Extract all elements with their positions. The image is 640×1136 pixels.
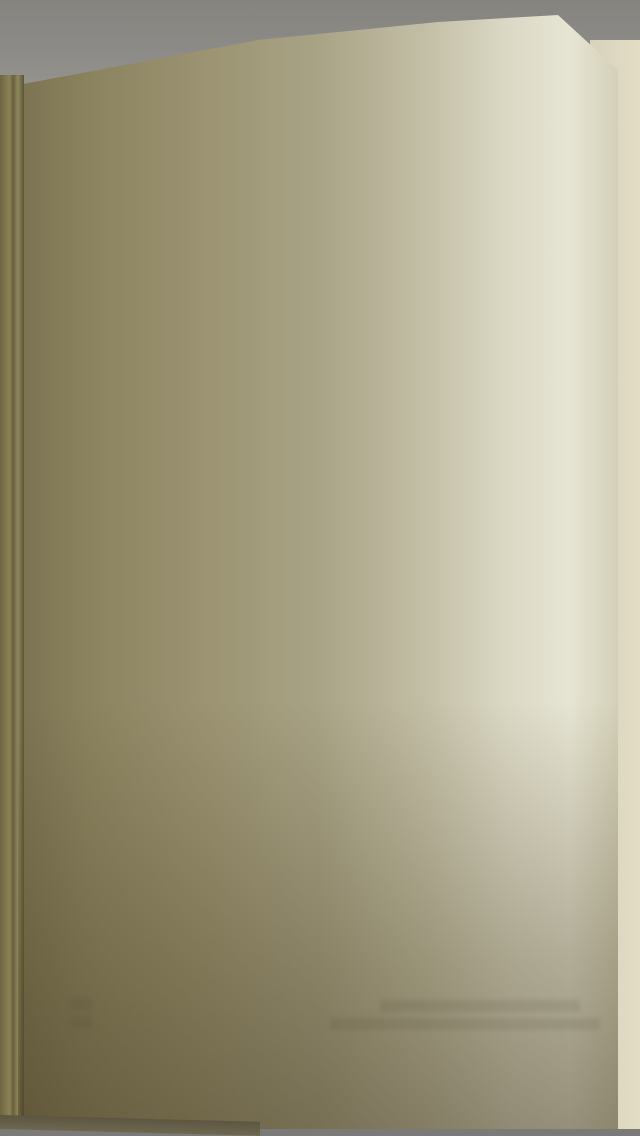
bleed-through-line	[330, 1018, 600, 1030]
bleed-through-line	[70, 1016, 92, 1028]
bleed-through-line	[70, 998, 92, 1010]
book-page	[18, 10, 618, 1129]
stacked-page-edges	[0, 75, 24, 1129]
bleed-through-line	[380, 1000, 580, 1012]
